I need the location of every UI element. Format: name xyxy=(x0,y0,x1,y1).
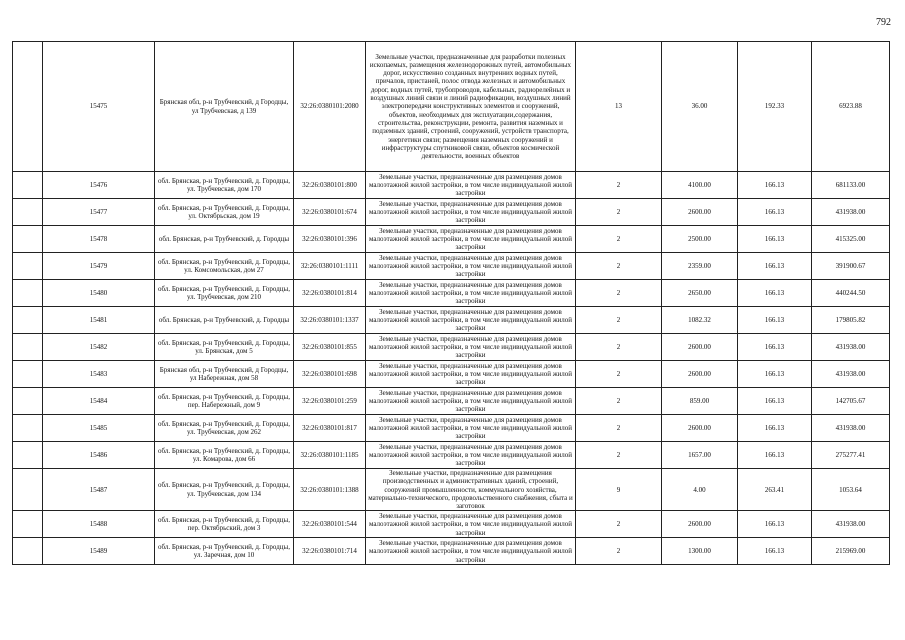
blank-cell xyxy=(13,511,43,538)
blank-cell xyxy=(13,199,43,226)
address-cell: обл. Брянская, р-н Трубчевский, д. Городцы, ул. Комсомольская, дом 27 xyxy=(155,253,294,280)
cadastral-value-cell: 431938.00 xyxy=(812,199,890,226)
address-cell: обл. Брянская, р-н Трубчевский, д. Городцы, ул. Заречная, дом 10 xyxy=(155,538,294,565)
area-cell: 1082.32 xyxy=(662,307,738,334)
land-use-cell: Земельные участки, предназначенные для размещения домов малоэтажной жилой застройки, в том числе индивидуальной жилой застройки xyxy=(366,307,576,334)
cadastral-value-table xyxy=(12,41,890,565)
table-row xyxy=(13,334,890,361)
specific-value-cell: 166.13 xyxy=(738,199,812,226)
cadastral-value-cell: 391900.67 xyxy=(812,253,890,280)
specific-value-cell: 166.13 xyxy=(738,361,812,388)
use-category-cell: 9 xyxy=(576,469,662,511)
row-number: 15483 xyxy=(43,361,155,388)
land-use-cell: Земельные участки, предназначенные для разработки полезных ископаемых, размещения железнодорожных путей, автомобильных дорог, искусственно созданных внутренних водных путей, причалов, пристаней, полос отвода железных и автомобильных дорог, водных путей, трубопроводов, кабельных, радиорелейных и воздушных линий связи и линий радиофикации, воздушных линий электропередачи конструктивных элементов и сооружений, объектов, необходимых для эксплуатации,содержания, строительства, реконструкции, ремонта, развития наземных и подземных зданий, строений, сооружений, устройств транспорта, энергетики связи; размещения наземных сооружений и инфраструктуры спутниковой связи, объектов космической деятельности, военных объектов xyxy=(366,42,576,172)
row-number: 15489 xyxy=(43,538,155,565)
row-number: 15487 xyxy=(43,469,155,511)
specific-value-cell: 166.13 xyxy=(738,172,812,199)
specific-value-cell: 166.13 xyxy=(738,226,812,253)
land-use-cell: Земельные участки, предназначенные для размещения домов малоэтажной жилой застройки, в том числе индивидуальной жилой застройки xyxy=(366,280,576,307)
row-number: 15484 xyxy=(43,388,155,415)
blank-cell xyxy=(13,415,43,442)
specific-value-cell: 263.41 xyxy=(738,469,812,511)
use-category-cell: 2 xyxy=(576,442,662,469)
address-cell: Брянская обл, р-н Трубчевский, д Городцы, ул Набережная, дом 58 xyxy=(155,361,294,388)
cadastral-number-cell: 32:26:0380101:698 xyxy=(294,361,366,388)
use-category-cell: 2 xyxy=(576,172,662,199)
cadastral-value-cell: 431938.00 xyxy=(812,511,890,538)
cadastral-value-cell: 6923.88 xyxy=(812,42,890,172)
land-use-cell: Земельные участки, предназначенные для размещения домов малоэтажной жилой застройки, в том числе индивидуальной жилой застройки xyxy=(366,415,576,442)
cadastral-number-cell: 32:26:0380101:2080 xyxy=(294,42,366,172)
specific-value-cell: 166.13 xyxy=(738,538,812,565)
cadastral-number-cell: 32:26:0380101:1185 xyxy=(294,442,366,469)
use-category-cell: 2 xyxy=(576,253,662,280)
address-cell: обл. Брянская, р-н Трубчевский, д. Городцы, ул. Трубчевская, дом 262 xyxy=(155,415,294,442)
cadastral-number-cell: 32:26:0380101:396 xyxy=(294,226,366,253)
land-use-cell: Земельные участки, предназначенные для размещения домов малоэтажной жилой застройки, в том числе индивидуальной жилой застройки xyxy=(366,442,576,469)
table-row xyxy=(13,388,890,415)
land-use-cell: Земельные участки, предназначенные для размещения домов малоэтажной жилой застройки, в том числе индивидуальной жилой застройки xyxy=(366,334,576,361)
row-number: 15476 xyxy=(43,172,155,199)
area-cell: 2600.00 xyxy=(662,334,738,361)
area-cell: 4.00 xyxy=(662,469,738,511)
area-cell: 2600.00 xyxy=(662,511,738,538)
row-number: 15486 xyxy=(43,442,155,469)
use-category-cell: 2 xyxy=(576,280,662,307)
table-row xyxy=(13,469,890,511)
page-number: 792 xyxy=(876,17,891,28)
area-cell: 2500.00 xyxy=(662,226,738,253)
table-row xyxy=(13,172,890,199)
area-cell: 2600.00 xyxy=(662,415,738,442)
address-cell: обл. Брянская, р-н Трубчевский, д. Городцы xyxy=(155,226,294,253)
address-cell: обл. Брянская, р-н Трубчевский, д. Городцы xyxy=(155,307,294,334)
cadastral-value-cell: 1053.64 xyxy=(812,469,890,511)
table-row xyxy=(13,199,890,226)
address-cell: обл. Брянская, р-н Трубчевский, д. Городцы, ул. Трубчевская, дом 170 xyxy=(155,172,294,199)
row-number: 15488 xyxy=(43,511,155,538)
cadastral-number-cell: 32:26:0380101:814 xyxy=(294,280,366,307)
table-row xyxy=(13,442,890,469)
specific-value-cell: 166.13 xyxy=(738,442,812,469)
blank-cell xyxy=(13,361,43,388)
blank-cell xyxy=(13,334,43,361)
cadastral-value-cell: 431938.00 xyxy=(812,415,890,442)
cadastral-number-cell: 32:26:0380101:674 xyxy=(294,199,366,226)
land-use-cell: Земельные участки, предназначенные для размещения производственных и административных зданий, строений, сооружений промышленности, коммунального хозяйства, материально-технического, продовольственного снабжения, сбыта и заготовок xyxy=(366,469,576,511)
row-number: 15478 xyxy=(43,226,155,253)
table-row xyxy=(13,415,890,442)
cadastral-value-cell: 415325.00 xyxy=(812,226,890,253)
cadastral-number-cell: 32:26:0380101:817 xyxy=(294,415,366,442)
specific-value-cell: 166.13 xyxy=(738,388,812,415)
row-number: 15485 xyxy=(43,415,155,442)
blank-cell xyxy=(13,469,43,511)
area-cell: 4100.00 xyxy=(662,172,738,199)
address-cell: Брянская обл, р-н Трубчевский, д Городцы, ул Трубчевская, д 139 xyxy=(155,42,294,172)
cadastral-value-cell: 275277.41 xyxy=(812,442,890,469)
address-cell: обл. Брянская, р-н Трубчевский, д. Городцы, пер. Октябрьский, дом 3 xyxy=(155,511,294,538)
area-cell: 36.00 xyxy=(662,42,738,172)
row-number: 15480 xyxy=(43,280,155,307)
cadastral-value-cell: 215969.00 xyxy=(812,538,890,565)
cadastral-number-cell: 32:26:0380101:259 xyxy=(294,388,366,415)
blank-cell xyxy=(13,280,43,307)
cadastral-value-cell: 681133.00 xyxy=(812,172,890,199)
table-row xyxy=(13,42,890,172)
table-row xyxy=(13,511,890,538)
address-cell: обл. Брянская, р-н Трубчевский, д. Городцы, ул. Трубчевская, дом 210 xyxy=(155,280,294,307)
land-use-cell: Земельные участки, предназначенные для размещения домов малоэтажной жилой застройки, в том числе индивидуальной жилой застройки xyxy=(366,253,576,280)
use-category-cell: 2 xyxy=(576,538,662,565)
area-cell: 2600.00 xyxy=(662,199,738,226)
table-row xyxy=(13,253,890,280)
address-cell: обл. Брянская, р-н Трубчевский, д. Городцы, ул. Трубчевская, дом 134 xyxy=(155,469,294,511)
area-cell: 1657.00 xyxy=(662,442,738,469)
specific-value-cell: 166.13 xyxy=(738,280,812,307)
area-cell: 2359.00 xyxy=(662,253,738,280)
address-cell: обл. Брянская, р-н Трубчевский, д. Городцы, пер. Набережный, дом 9 xyxy=(155,388,294,415)
table-row xyxy=(13,361,890,388)
use-category-cell: 2 xyxy=(576,415,662,442)
row-number: 15482 xyxy=(43,334,155,361)
blank-cell xyxy=(13,442,43,469)
cadastral-number-cell: 32:26:0380101:800 xyxy=(294,172,366,199)
cadastral-number-cell: 32:26:0380101:855 xyxy=(294,334,366,361)
land-use-cell: Земельные участки, предназначенные для размещения домов малоэтажной жилой застройки, в том числе индивидуальной жилой застройки xyxy=(366,361,576,388)
table-row xyxy=(13,280,890,307)
cadastral-value-cell: 431938.00 xyxy=(812,361,890,388)
land-use-cell: Земельные участки, предназначенные для размещения домов малоэтажной жилой застройки, в том числе индивидуальной жилой застройки xyxy=(366,511,576,538)
use-category-cell: 13 xyxy=(576,42,662,172)
specific-value-cell: 166.13 xyxy=(738,511,812,538)
address-cell: обл. Брянская, р-н Трубчевский, д. Городцы, ул. Октябрьская, дом 19 xyxy=(155,199,294,226)
land-use-cell: Земельные участки, предназначенные для размещения домов малоэтажной жилой застройки, в том числе индивидуальной жилой застройки xyxy=(366,388,576,415)
cadastral-value-cell: 142705.67 xyxy=(812,388,890,415)
blank-cell xyxy=(13,307,43,334)
table-row xyxy=(13,226,890,253)
land-use-cell: Земельные участки, предназначенные для размещения домов малоэтажной жилой застройки, в том числе индивидуальной жилой застройки xyxy=(366,226,576,253)
blank-cell xyxy=(13,388,43,415)
use-category-cell: 2 xyxy=(576,199,662,226)
blank-cell xyxy=(13,172,43,199)
land-use-cell: Земельные участки, предназначенные для размещения домов малоэтажной жилой застройки, в том числе индивидуальной жилой застройки xyxy=(366,538,576,565)
cadastral-number-cell: 32:26:0380101:714 xyxy=(294,538,366,565)
use-category-cell: 2 xyxy=(576,334,662,361)
land-use-cell: Земельные участки, предназначенные для размещения домов малоэтажной жилой застройки, в том числе индивидуальной жилой застройки xyxy=(366,199,576,226)
address-cell: обл. Брянская, р-н Трубчевский, д. Городцы, ул. Брянская, дом 5 xyxy=(155,334,294,361)
cadastral-value-cell: 179805.82 xyxy=(812,307,890,334)
area-cell: 2600.00 xyxy=(662,361,738,388)
cadastral-number-cell: 32:26:0380101:1337 xyxy=(294,307,366,334)
area-cell: 2650.00 xyxy=(662,280,738,307)
row-number: 15481 xyxy=(43,307,155,334)
blank-cell xyxy=(13,42,43,172)
specific-value-cell: 166.13 xyxy=(738,334,812,361)
blank-cell xyxy=(13,253,43,280)
address-cell: обл. Брянская, р-н Трубчевский, д. Городцы, ул. Комарова, дом 66 xyxy=(155,442,294,469)
blank-cell xyxy=(13,538,43,565)
table-row xyxy=(13,307,890,334)
specific-value-cell: 166.13 xyxy=(738,253,812,280)
cadastral-number-cell: 32:26:0380101:544 xyxy=(294,511,366,538)
specific-value-cell: 166.13 xyxy=(738,415,812,442)
specific-value-cell: 192.33 xyxy=(738,42,812,172)
use-category-cell: 2 xyxy=(576,361,662,388)
land-use-cell: Земельные участки, предназначенные для размещения домов малоэтажной жилой застройки, в том числе индивидуальной жилой застройки xyxy=(366,172,576,199)
row-number: 15475 xyxy=(43,42,155,172)
use-category-cell: 2 xyxy=(576,307,662,334)
use-category-cell: 2 xyxy=(576,511,662,538)
cadastral-number-cell: 32:26:0380101:1111 xyxy=(294,253,366,280)
area-cell: 1300.00 xyxy=(662,538,738,565)
row-number: 15479 xyxy=(43,253,155,280)
specific-value-cell: 166.13 xyxy=(738,307,812,334)
table-row xyxy=(13,538,890,565)
area-cell: 859.00 xyxy=(662,388,738,415)
cadastral-value-cell: 431938.00 xyxy=(812,334,890,361)
row-number: 15477 xyxy=(43,199,155,226)
use-category-cell: 2 xyxy=(576,226,662,253)
cadastral-number-cell: 32:26:0380101:1388 xyxy=(294,469,366,511)
cadastral-value-cell: 440244.50 xyxy=(812,280,890,307)
use-category-cell: 2 xyxy=(576,388,662,415)
blank-cell xyxy=(13,226,43,253)
